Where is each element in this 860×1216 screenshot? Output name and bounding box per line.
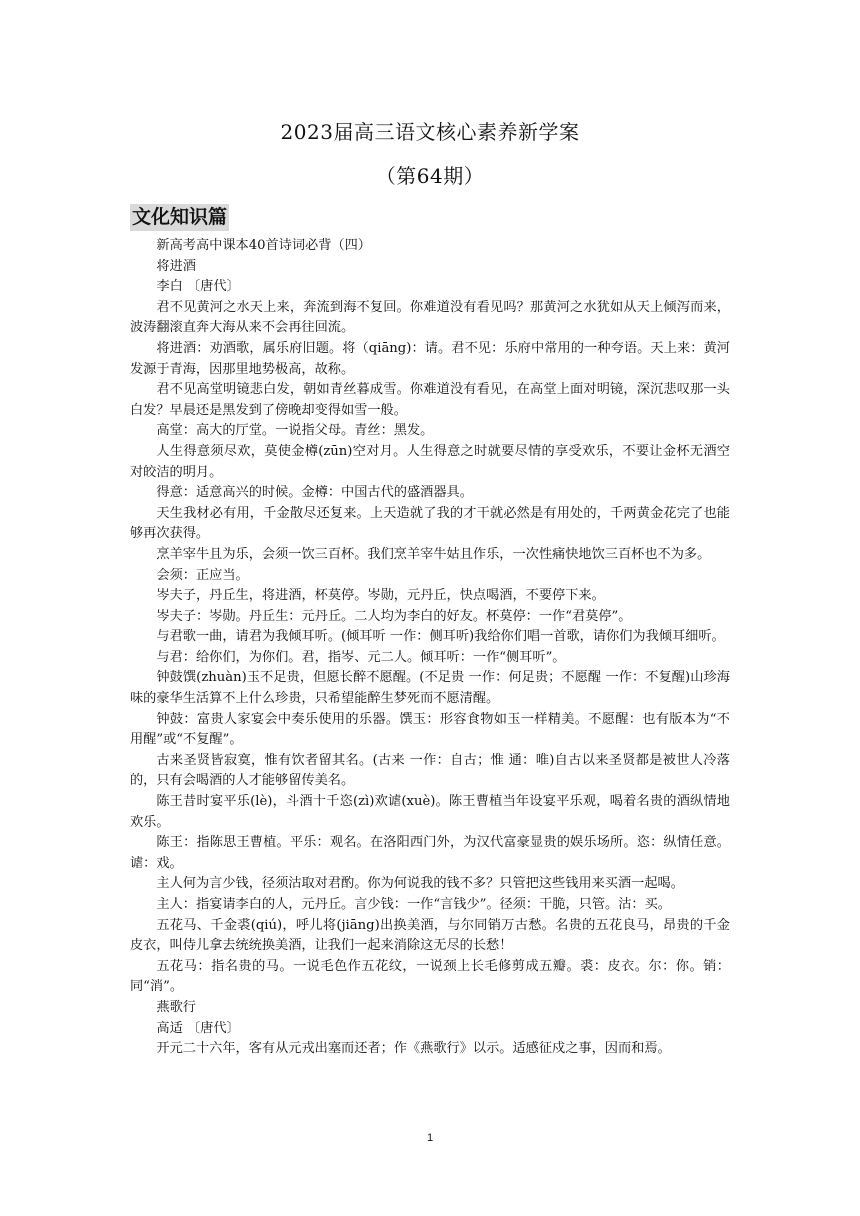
paragraph: 陈王昔时宴平乐(lè)，斗酒十千恣(zì)欢谑(xuè)。陈王曹植当年设宴平乐观，喝着名贵的酒纵情地欢乐。 [130,794,730,830]
paragraph: 与君：给你们，为你们。君，指岑、元二人。倾耳听：一作“侧耳听”。 [156,649,566,665]
paragraph: 陈王：指陈思王曹植。平乐：观名。在洛阳西门外，为汉代富豪显贵的娱乐场所。恣：纵情任意。谑：戏。 [130,835,730,871]
series-heading: 新高考高中课本40首诗词必背（四） [156,238,371,253]
paragraph: 五花马、千金裘(qiú)，呼儿将(jiāng)出换美酒，与尔同销万古愁。名贵的五花良马，昂贵的千金皮衣，叫侍儿拿去统统换美酒，让我们一起来消除这无尽的长愁！ [130,917,730,954]
paragraph: 人生得意须尽欢，莫使金樽(zūn)空对月。人生得意之时就要尽情的享受欢乐，不要让金杯无酒空对皎洁的明月。 [130,443,730,480]
paragraph: 高堂：高大的厅堂。一说指父母。青丝：黑发。 [156,423,434,439]
paragraph: 君不见高堂明镜悲白发，朝如青丝暮成雪。你难道没有看见，在高堂上面对明镜，深沉悲叹那一头白发？早晨还是黑发到了傍晚却变得如雪一般。 [130,382,730,418]
section-heading: 文化知识篇 [130,204,229,231]
page-number: 1 [426,1132,434,1144]
poem-author: 高适 〔唐代〕 [156,1020,240,1036]
paragraph: 钟鼓：富贵人家宴会中奏乐使用的乐器。馔玉：形容食物如玉一样精美。不愿醒：也有版本为“不用醒”或“不复醒”。 [130,711,730,748]
paragraph: 烹羊宰牛且为乐，会须一饮三百杯。我们烹羊宰牛姑且作乐，一次性痛快地饮三百杯也不为多。 [156,546,711,562]
paragraph: 主人何为言少钱，径须沽取对君酌。你为何说我的钱不多？只管把这些钱用来买酒一起喝。 [156,876,684,892]
poem-title: 燕歌行 [156,999,196,1015]
paragraph: 古来圣贤皆寂寞，惟有饮者留其名。(古来 一作：自古；惟 通：唯)自古以来圣贤都是被世人冷落的，只有会喝酒的人才能够留传美名。 [130,752,730,789]
paragraph: 君不见黄河之水天上来，奔流到海不复回。你难道没有看见吗？那黄河之水犹如从天上倾泻而来，波涛翻滚直奔大海从来不会再往回流。 [130,299,730,336]
paragraph: 将进酒：劝酒歌，属乐府旧题。将（qiāng)：请。君不见：乐府中常用的一种夸语。天上来：黄河发源于青海，因那里地势极高，故称。 [130,340,730,377]
paragraph: 五花马：指名贵的马。一说毛色作五花纹，一说颈上长毛修剪成五瓣。裘：皮衣。尔：你。销：同“消”。 [130,958,730,995]
paragraph: 与君歌一曲，请君为我倾耳听。(倾耳听 一作：侧耳听)我给你们唱一首歌，请你们为我倾耳细听。 [156,629,725,645]
paragraph: 天生我材必有用，千金散尽还复来。上天造就了我的才干就必然是有用处的，千两黄金花完了也能够再次获得。 [130,505,730,542]
paragraph: 岑夫子，丹丘生，将进酒，杯莫停。岑勋，元丹丘，快点喝酒，不要停下来。 [156,588,605,604]
paragraph: 开元二十六年，客有从元戎出塞而还者；作《燕歌行》以示。适感征戍之事，因而和焉。 [156,1041,671,1057]
document-body [130,236,730,1060]
paragraph: 会须：正应当。 [156,567,249,583]
issue-number: （第64期） [375,164,485,188]
paragraph: 主人：指宴请李白的人，元丹丘。言少钱：一作“言钱少”。径须：干脆，只管。沽：买。 [156,897,671,912]
poem-title: 将进酒 [156,258,196,274]
paragraph: 得意：适意高兴的时候。金樽：中国古代的盛酒器具。 [156,485,473,501]
poem-author: 李白 〔唐代〕 [156,279,240,295]
paragraph: 岑夫子：岑勋。丹丘生：元丹丘。二人均为李白的好友。杯莫停：一作“君莫停”。 [156,608,632,624]
document-title: 2023届高三语文核心素养新学案 [280,120,580,144]
paragraph: 钟鼓馔(zhuàn)玉不足贵，但愿长醉不愿醒。(不足贵 一作：何足贵；不愿醒 一作：不复醒)山珍海味的豪华生活算不上什么珍贵，只希望能醉生梦死而不愿清醒。 [130,670,730,707]
